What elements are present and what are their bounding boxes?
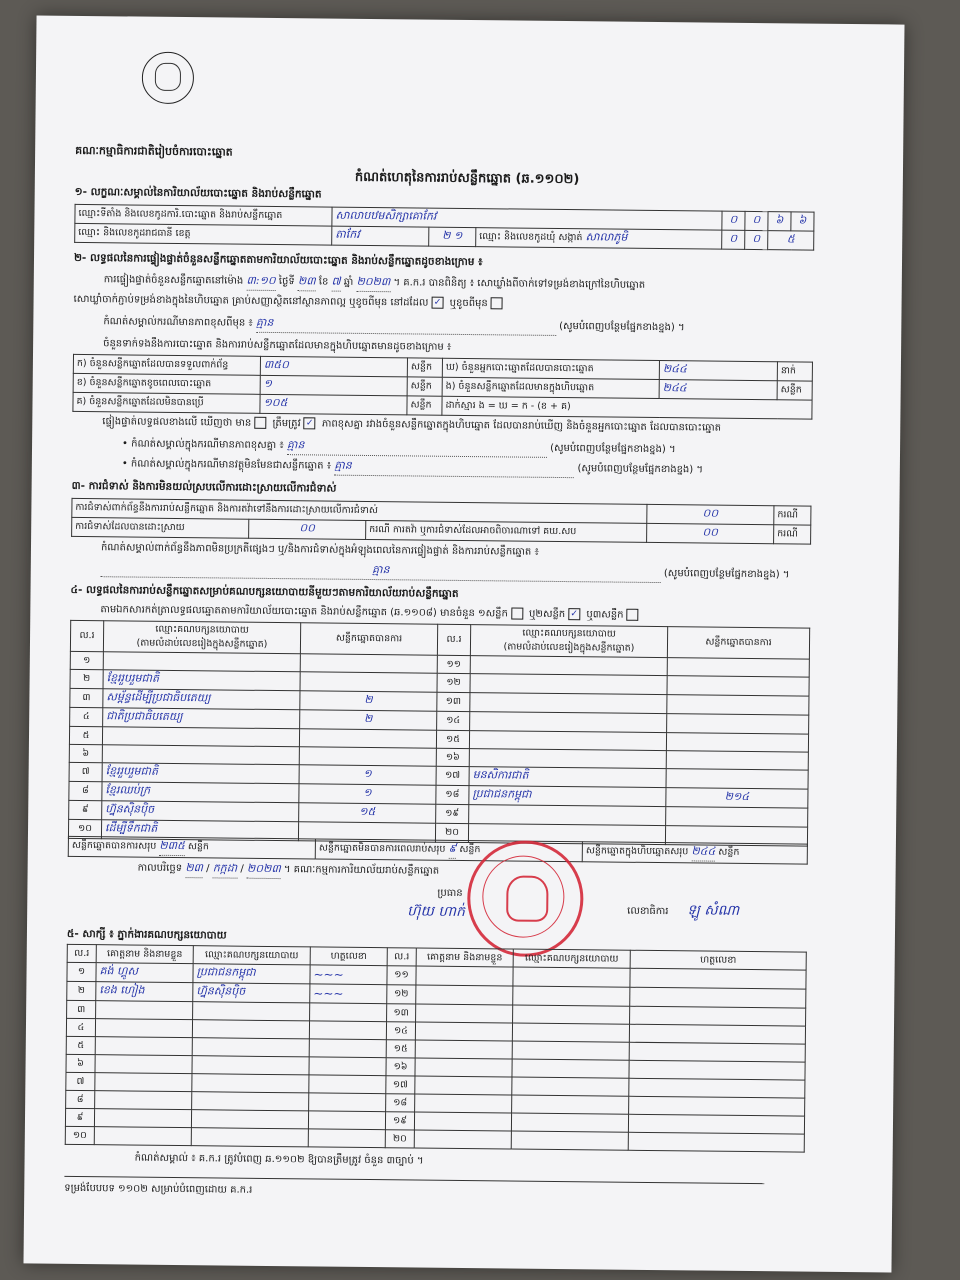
check-line: ផ្ទៀងផ្ទាត់លទ្ធផលខាងលើ ឃើញថា មាន ត្រឹមត្រូវ ✓ ភាពខុសគ្នា រវាងចំនួនសន្លឹកឆ្នោតក្នុងហិបឆ្នោត ដែលបានរាប់ឃើញ និងចំនួនអ្នកបោះឆ្នោត ដែលបានបោះឆ្នោត — [102, 416, 722, 434]
row-number: ១០ — [65, 1126, 94, 1144]
formula: ដាក់ស្មារ ង = ឃ = ក - (ខ + គ) — [442, 396, 812, 419]
witness-name — [415, 1040, 512, 1059]
objections-value: ០០ — [647, 504, 774, 524]
witness-name: គង់ ហ្គូស — [96, 963, 193, 983]
table-row: ការជំទាស់ដែលបានដោះស្រាយ ០០ ករណី ការតវ៉ា ឬការជំទាស់ដែលអាចពិចារណាទៅ គឃ.សប ០០ ករណី — [72, 517, 811, 544]
party-votes — [299, 747, 436, 766]
witness-name — [95, 1019, 192, 1038]
row-number: ១២ — [437, 673, 470, 692]
province-label: ឈ្មោះ និងលេខកូដរាជធានី ខេត្ត — [75, 223, 332, 245]
party-votes — [666, 769, 808, 789]
row-number: ១៤ — [386, 1022, 415, 1040]
party-name: ខ្មែរឈប់ក្រ — [102, 782, 299, 803]
party-votes: ១ — [299, 765, 436, 785]
row-number: ៥ — [69, 726, 102, 744]
party-votes — [666, 807, 808, 827]
note2-line: • កំណត់សម្គាល់ក្នុងករណីមានភាពខុសគ្នា ៖ គ្មាន (សូមបំពេញបន្ថែមផ្នែកខាងខ្នង) ។ — [122, 436, 842, 461]
witness-signature — [309, 1075, 386, 1094]
witness-party — [513, 986, 630, 1006]
note-value: គ្មាន — [256, 316, 556, 336]
witness-signature — [628, 1114, 804, 1134]
witness-signature — [629, 1042, 805, 1062]
party-votes — [299, 729, 436, 748]
witness-party — [513, 967, 630, 987]
objections-table — [71, 498, 811, 545]
party-votes — [667, 695, 809, 715]
section3-title: ៣- ការជំទាស់ និងការមិនយល់ស្របលើការដោះស្រាយលើការជំទាស់ — [71, 479, 337, 495]
resolved-value: ០០ — [249, 519, 366, 539]
witness-name — [95, 1055, 192, 1074]
document-paper — [23, 15, 904, 1272]
row-number: ៨ — [66, 1090, 95, 1108]
national-emblem-icon — [142, 52, 195, 105]
witness-party — [512, 1077, 629, 1096]
appeal-value: ០០ — [647, 523, 774, 543]
row-number: ១៥ — [436, 730, 469, 748]
party-name: មនសិការជាតិ — [469, 767, 666, 788]
day-value: ២៣ — [298, 274, 316, 291]
row-number: ១៨ — [386, 1094, 415, 1112]
party-votes — [300, 672, 437, 692]
section2-title: ២- លទ្ធផលនៃការផ្ទៀងផ្ទាត់ចំនួនសន្លឹកឆ្នោតតាមការិយាល័យបោះឆ្នោត និងរាប់សន្លឹកឆ្នោតដូចខាងក្រោម ៖ — [73, 251, 483, 269]
party-name — [103, 652, 300, 672]
party-name — [470, 693, 667, 714]
row-number: ៩ — [65, 1108, 94, 1126]
good-checkbox[interactable]: ✓ — [431, 297, 443, 309]
row-number: ៥ — [66, 1036, 95, 1054]
ko-value: ១០៥ — [260, 394, 407, 415]
row-number: ១១ — [437, 655, 470, 673]
row-number: ៨ — [69, 781, 102, 800]
total-box: ២៤៤ — [691, 844, 715, 861]
row-number: ៣ — [70, 688, 103, 707]
witness-party — [192, 1074, 309, 1093]
time-value: ៣:១០ — [246, 274, 275, 291]
witness-party — [192, 1092, 309, 1111]
witness-name — [415, 1076, 512, 1095]
witness-name — [414, 1130, 511, 1149]
party-name: ខ្មែររួបរួមជាតិ — [102, 763, 299, 784]
row-number: ១៣ — [437, 692, 470, 711]
form-note: ទម្រង់បែបបទ ១១០២ សម្រាប់បំពេញដោយ គ.ក.រ — [64, 1176, 764, 1203]
witness-party — [192, 1056, 309, 1075]
row-number: ៧ — [69, 762, 102, 781]
row-number: ១ — [67, 962, 96, 981]
commission-name: គណៈកម្មាធិការជាតិរៀបចំការបោះឆ្នោត — [75, 143, 233, 159]
table-row: ក) ចំនួនសន្លឹកឆ្នោតដែលបានទទួលពាក់ព័ន្ធ ៣៥០ សន្លឹក ឃ) ចំនួនអ្នកបោះឆ្នោតដែលបានបោះឆ្នោត ២៤៤ នាក់ — [73, 354, 812, 381]
section3-note-line: គ្មាន (សូមបំពេញបន្ថែមផ្នែកខាងខ្នង) ។ — [101, 560, 841, 585]
row-number: ១៧ — [436, 766, 469, 785]
code-digit: ៦ — [791, 212, 814, 231]
counts-table — [72, 354, 813, 420]
witness-signature — [308, 1129, 385, 1148]
witness-party — [511, 1113, 628, 1132]
ku-value: ២៤៤ — [659, 361, 777, 381]
row-number: ១៩ — [385, 1112, 414, 1130]
party-votes: ១ — [299, 784, 436, 804]
commune-value: សាលាភូមិ — [585, 230, 628, 244]
secretary-label: លេខាធិការ — [627, 905, 669, 918]
date-year: ២០២៣ — [247, 862, 281, 879]
witness-signature — [630, 968, 806, 989]
official-stamp-icon — [467, 840, 584, 957]
party-votes: ១៥ — [299, 803, 436, 823]
witness-party — [192, 1038, 309, 1057]
footnote: កំណត់សម្គាល់ ៖ គ.ក.រ ត្រូវបំពេញ ឆ.១១០២ ឱ្យបានត្រឹមត្រូវ ចំនួន ៣ច្បាប់ ។ — [134, 1152, 424, 1167]
party-name: ប្រជាជនកម្ពុជា — [469, 786, 666, 807]
note2-value: គ្មាន — [287, 438, 547, 458]
kha-value: ១ — [260, 375, 407, 396]
table-header-row: ល.រ គោត្តនាម និងនាមខ្លួន ឈ្មោះគណបក្សនយោបាយ ហត្ថលេខា ល.រ គោត្តនាម និងនាមខ្លួន ឈ្មោះគណបក្សនយោបាយ ហត្ថលេខា — [67, 944, 806, 970]
code-digit: ៦ — [768, 212, 791, 231]
commune-code-digit: ០ — [722, 230, 745, 249]
witness-name — [95, 1073, 192, 1092]
witness-signature: ~~~ — [310, 984, 387, 1004]
witness-name — [94, 1109, 191, 1128]
date-day: ២៣ — [185, 861, 203, 878]
party-name — [102, 745, 299, 765]
row-number: ២០ — [435, 823, 468, 842]
witness-party — [512, 1059, 629, 1078]
row-number: ៦ — [66, 1054, 95, 1072]
row-number: ៤ — [66, 1018, 95, 1036]
note3-line: • កំណត់សម្គាល់ក្នុងករណីមានវត្ថុមិនមែនជាសន្លឹកឆ្នោត ៖ គ្មាន (សូមបំពេញបន្ថែមផ្នែកខាងខ្នង) ។ — [122, 456, 842, 481]
row-number: ១៦ — [386, 1058, 415, 1076]
secretary-signature: ឡូ សំណា — [687, 902, 740, 919]
witness-name — [415, 1058, 512, 1077]
date-month: កក្កដា — [213, 861, 238, 878]
party-name: ជាតិប្រជាធិបតេយ្យ — [103, 708, 300, 729]
month-value: ៧ — [331, 275, 340, 292]
witness-party — [513, 1005, 630, 1024]
party-name: ខ្មែររួបរួមជាតិ — [103, 670, 300, 691]
province-code: ២ ១ — [429, 227, 476, 246]
party-name — [102, 727, 299, 747]
row-number: ១៨ — [436, 785, 469, 804]
party-name — [469, 805, 666, 826]
two-sheet-checkbox[interactable]: ✓ — [568, 608, 580, 620]
row-number: ៧ — [66, 1072, 95, 1090]
party-votes — [667, 714, 809, 734]
witness-signature: ~~~ — [310, 965, 387, 985]
date-line: កាលបរិច្ឆេទ ២៣ / កក្កដា / ២០២៣ ។ គណៈកម្មការការិយាល័យរាប់សន្លឹកឆ្នោត — [138, 861, 838, 885]
witness-name: ខេង ហៀង — [96, 982, 193, 1002]
code-digit: ០ — [722, 211, 745, 230]
party-name — [470, 656, 667, 676]
witness-table — [65, 944, 807, 1153]
inaccurate-checkbox[interactable]: ✓ — [304, 417, 316, 429]
results-table — [68, 620, 810, 847]
row-number: ១០ — [68, 819, 101, 838]
witness-name — [95, 1037, 192, 1056]
witness-signature — [309, 1057, 386, 1076]
row-number: ១១ — [387, 966, 416, 985]
witness-signature — [629, 1078, 805, 1098]
witness-name — [415, 1022, 512, 1041]
party-votes — [667, 676, 809, 696]
section4-intro: តាមឯកសារកត់ត្រាលទ្ធផលឆ្នោតតាមការិយាល័យបោះឆ្នោត និងរាប់សន្លឹកឆ្នោត (ឆ.១១០៨) មានចំនួន ១សន្លឹក ឬ២សន្លឹក ✓ ឬ៣សន្លឹក — [100, 602, 840, 625]
table-header-row: ល.រ ឈ្មោះគណបក្សនយោបាយ (តាមលំដាប់លេខរៀងក្នុងសន្លឹកឆ្នោត) សន្លឹកឆ្នោតបានការ ល.រ ឈ្មោះគណបក្សនយោបាយ (តាមលំដាប់លេខរៀងក្នុងសន្លឹកឆ្នោត) សន្លឹកឆ្នោតបានការ — [70, 620, 809, 659]
witness-party — [511, 1131, 628, 1150]
row-number: ២ — [70, 669, 103, 688]
counts-intro: ចំនួនទាក់ទងនឹងការបោះឆ្នោត និងការរាប់សន្លឹកឆ្នោតដែលមានក្នុងហិបឆ្នោតមានដូចខាងក្រោម ៖ — [103, 338, 452, 353]
bad-checkbox[interactable] — [491, 297, 503, 309]
witness-signature — [310, 1003, 387, 1022]
commune-cell — [476, 228, 722, 250]
party-name — [470, 712, 667, 733]
party-votes: ២ — [300, 710, 437, 730]
commune-label: ឈ្មោះ និងលេខកូដឃុំ សង្កាត់ — [479, 231, 583, 244]
witness-signature — [630, 987, 806, 1008]
witness-signature — [630, 1006, 806, 1026]
note-line: កំណត់សម្គាល់ករណីមានភាពខុសពីមុន ៖ គ្មាន (សូមបំពេញបន្ថែមផ្នែកខាងខ្នង) ។ — [103, 314, 843, 339]
witness-name — [95, 1091, 192, 1110]
witness-name — [96, 1001, 193, 1020]
seal-line: សោឃ្លាំចាក់ភ្ជាប់ទម្រង់ខាងក្នុងនៃហិបឆ្នោត គ្រាប់សញ្ញាស្ថិតនៅស្ថានភាពល្អ ឬខូចពីមុន នៅដដែល ✓ ឬខូចពីមុន — [74, 292, 834, 315]
witness-party — [512, 1041, 629, 1060]
witness-signature — [309, 1039, 386, 1058]
row-number: ១៣ — [387, 1004, 416, 1022]
row-number: ១៦ — [436, 748, 469, 766]
witness-party — [512, 1023, 629, 1042]
witness-name — [416, 985, 513, 1005]
witness-party — [512, 1095, 629, 1114]
location-label: ឈ្មោះទីតាំង និងលេខកូដការិ.បោះឆ្នោត និងរាប់សន្លឹកឆ្នោត — [75, 204, 332, 226]
commune-code-digit: ០ — [745, 230, 768, 249]
party-votes — [666, 751, 808, 770]
chair-label: ប្រធាន — [437, 887, 463, 899]
witness-name — [416, 966, 513, 986]
code-digit: ០ — [745, 211, 768, 230]
row-number: ១២ — [387, 985, 416, 1004]
witness-signature — [308, 1111, 385, 1130]
row-number: ១៧ — [386, 1076, 415, 1094]
section5-title: ៥- សាក្សី ៖ ភ្នាក់ងារគណបក្សនយោបាយ — [66, 927, 227, 942]
section4-title: ៤- លទ្ធផលនៃការរាប់សន្លឹកឆ្នោតសម្រាប់គណបក្សនយោបាយនីមួយៗតាមការិយាល័យរាប់សន្លឹកឆ្នោត — [70, 583, 459, 600]
row-number: ៤ — [70, 707, 103, 726]
witness-party: ប្រជាជនកម្ពុជា — [193, 964, 310, 984]
total-valid: ២៣៥ — [159, 839, 185, 856]
row-number: ២០ — [385, 1130, 414, 1148]
year-value: ២០២៣ — [356, 275, 390, 292]
witness-party — [191, 1128, 308, 1147]
party-votes: ២១៤ — [666, 788, 808, 808]
witness-signature — [629, 1060, 805, 1080]
witness-name — [414, 1112, 511, 1131]
row-number: ១៩ — [436, 804, 469, 823]
party-name: សម្ព័ន្ធដើម្បីប្រជាធិបតេយ្យ — [103, 689, 300, 710]
party-name: ហ្វ៊ុនស៊ិនប៉ិច — [102, 801, 299, 822]
row-number: ៦ — [69, 744, 102, 762]
accurate-checkbox[interactable] — [254, 417, 266, 429]
party-votes: ២ — [300, 691, 437, 711]
section1-title: ១- លក្ខណៈសម្គាល់នៃការិយាល័យបោះឆ្នោត និងរាប់សន្លឹកឆ្នោត — [74, 185, 322, 201]
party-name: ដើម្បីទឹកជាតិ — [101, 820, 298, 841]
note3-value: គ្មាន — [334, 459, 574, 479]
party-votes — [300, 654, 437, 673]
province-value: តាកែវ — [332, 226, 429, 246]
location-value: សាលាបឋមសិក្សាគោកែវ — [332, 207, 722, 230]
one-sheet-checkbox[interactable] — [511, 607, 523, 619]
table-row: គ) ចំនួនសន្លឹកឆ្នោតដែលមិនបានប្រើ ១០៥ សន្លឹក ដាក់ស្មារ ង = ឃ = ក - (ខ + គ) — [73, 392, 812, 419]
party-name — [469, 731, 666, 751]
party-name — [470, 674, 667, 695]
party-votes — [667, 658, 809, 677]
witness-party — [191, 1110, 308, 1129]
party-name — [469, 749, 666, 769]
ngo-value: ២៤៤ — [659, 380, 777, 400]
witness-name — [416, 1004, 513, 1023]
row-number: ៣ — [67, 1000, 96, 1018]
witness-signature — [309, 1021, 386, 1040]
table-row: ការជំទាស់ពាក់ព័ន្ធនឹងការរាប់សន្លឹកឆ្នោត និងការតវ៉ាទៅនឹងការដោះស្រាយលើការជំទាស់ ០០ ករណី — [72, 498, 811, 525]
commune-code-digit: ៥ — [768, 231, 814, 250]
party-votes — [666, 733, 808, 752]
row-number: ១៤ — [437, 711, 470, 730]
row-number: ១៥ — [386, 1040, 415, 1058]
section3-note-value: គ្មាន — [101, 560, 661, 583]
witness-name — [94, 1127, 191, 1146]
witness-name — [415, 1094, 512, 1113]
time-line: ការផ្ទៀងផ្ទាត់ចំនួនសន្លឹកឆ្នោតនៅម៉ោង ៣:១០ ថ្ងៃទី ២៣ ខែ ៧ ឆ្នាំ ២០២៣ ។ គ.ក.រ បានពិនិត្យ ៖ សោឃ្លាំងពីចាក់ទៅទម្រង់ខាងក្រៅនៃហិបឆ្នោត — [103, 273, 646, 291]
total-invalid: ៩ — [448, 842, 456, 859]
witness-signature — [309, 1093, 386, 1112]
witness-party — [193, 1002, 310, 1021]
three-sheet-checkbox[interactable] — [626, 609, 638, 621]
row-number: ៩ — [69, 800, 102, 819]
section1-table — [74, 204, 814, 251]
table-row: សន្លឹកឆ្នោតបានការសរុប ២៣៥ សន្លឹក សន្លឹកឆ្នោតមិនបានការពេលរាប់សរុប ៩ សន្លឹក សន្លឹកឆ្នោតក្នុងហិបឆ្នោតសរុប ២៤៤ សន្លឹក — [68, 836, 807, 864]
document-title: កំណត់ហេតុនៃការរាប់សន្លឹកឆ្នោត (ឆ.១១០២) — [354, 169, 580, 188]
witness-signature — [629, 1096, 805, 1116]
witness-signature — [628, 1132, 804, 1152]
ka-value: ៣៥០ — [260, 356, 407, 377]
row-number: ១ — [70, 651, 103, 669]
table-row: ខ) ចំនួនសន្លឹកឆ្នោតខូចពេលបោះឆ្នោត ១ សន្លឹក ង) ចំនួនសន្លឹកឆ្នោតដែលមានក្នុងហិបឆ្នោត ២៤៤ សន្លឹក — [73, 373, 812, 400]
section3-note: កំណត់សម្គាល់ពាក់ព័ន្ធនឹងភាពមិនប្រក្រតីផ្សេងៗ ឬ/និងការជំទាស់ក្នុងអំឡុងពេលនៃការផ្ទៀងផ្ទាត់ និងការរាប់សន្លឹកឆ្នោត ៖ — [100, 542, 539, 558]
chair-signature: ហ៊ុយ ហាក់ — [407, 903, 466, 921]
witness-party: ហ្វ៊ុនស៊ិនប៉ិច — [193, 983, 310, 1003]
row-number: ២ — [67, 981, 96, 1000]
witness-party — [192, 1020, 309, 1039]
witness-signature — [629, 1024, 805, 1044]
